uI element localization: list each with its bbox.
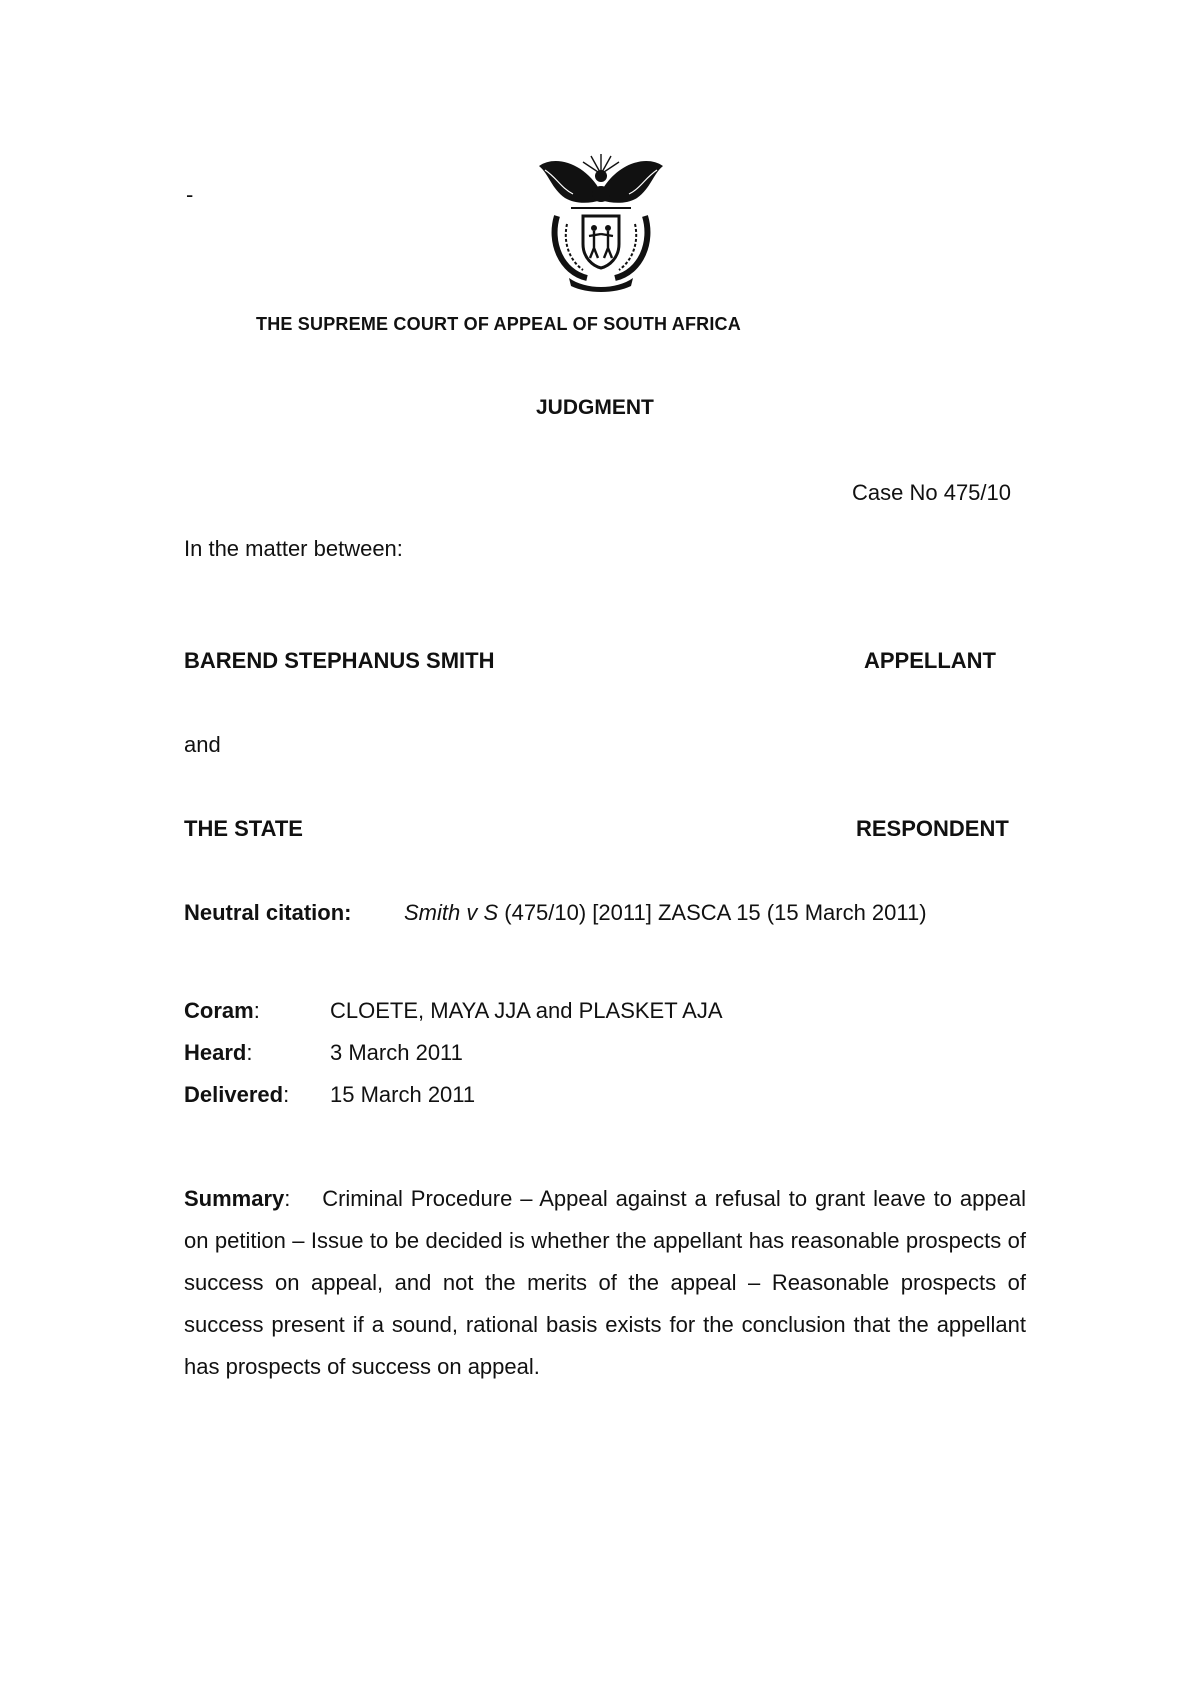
delivered-label: Delivered	[184, 1082, 284, 1107]
coram-value: CLOETE, MAYA JJA and PLASKET AJA	[330, 998, 723, 1023]
neutral-citation-label: Neutral citation:	[184, 900, 352, 925]
delivered-value: 15 March 2011	[330, 1082, 476, 1107]
summary-label: Summary	[184, 1186, 285, 1211]
appellant-role: APPELLANT	[864, 648, 996, 673]
leading-dash: -	[186, 182, 194, 207]
coram-row: Coram: CLOETE, MAYA JJA and PLASKET AJA	[184, 998, 723, 1023]
case-number: Case No 475/10	[852, 480, 1011, 505]
summary-text: Criminal Procedure – Appeal against a refusal to grant leave to appeal on petition – Issue to be decided is whether the appellant has reasonable prospects of success on appeal, and not the merits of the appeal – Reasonable prospects of success present if a sound, rational basis exists for the conclusion that the appellant has prospects of success on appeal.	[184, 1186, 1026, 1379]
citation-details: (475/10) [2011] ZASCA 15 (15 March 2011)	[498, 900, 927, 925]
document-heading: JUDGMENT	[536, 396, 654, 419]
heard-label: Heard	[184, 1040, 247, 1065]
coram-label: Coram	[184, 998, 254, 1023]
summary-paragraph: Summary: Criminal Procedure – Appeal against a refusal to grant leave to appeal on petition – Issue to be decided is whether the appellant has reasonable prospects of success on appeal, and not the merits of the appeal – Reasonable prospects of success present if a sound, rational basis exists for the conclusion that the appellant has prospects of success on appeal.	[184, 1186, 1026, 1379]
respondent-role: RESPONDENT	[856, 816, 1009, 841]
court-title: THE SUPREME COURT OF APPEAL OF SOUTH AFRICA	[256, 314, 741, 334]
citation-case-name: Smith v S	[404, 900, 499, 925]
appellant-name: BAREND STEPHANUS SMITH	[184, 648, 495, 673]
heard-row: Heard: 3 March 2011	[184, 1040, 463, 1065]
respondent-name: THE STATE	[184, 816, 303, 841]
matter-between-label: In the matter between:	[184, 536, 403, 561]
heard-value: 3 March 2011	[330, 1040, 463, 1065]
neutral-citation	[184, 900, 927, 926]
conjunction-and: and	[184, 732, 221, 757]
coat-of-arms-icon	[528, 144, 674, 292]
delivered-row: Delivered: 15 March 2011	[184, 1082, 476, 1107]
